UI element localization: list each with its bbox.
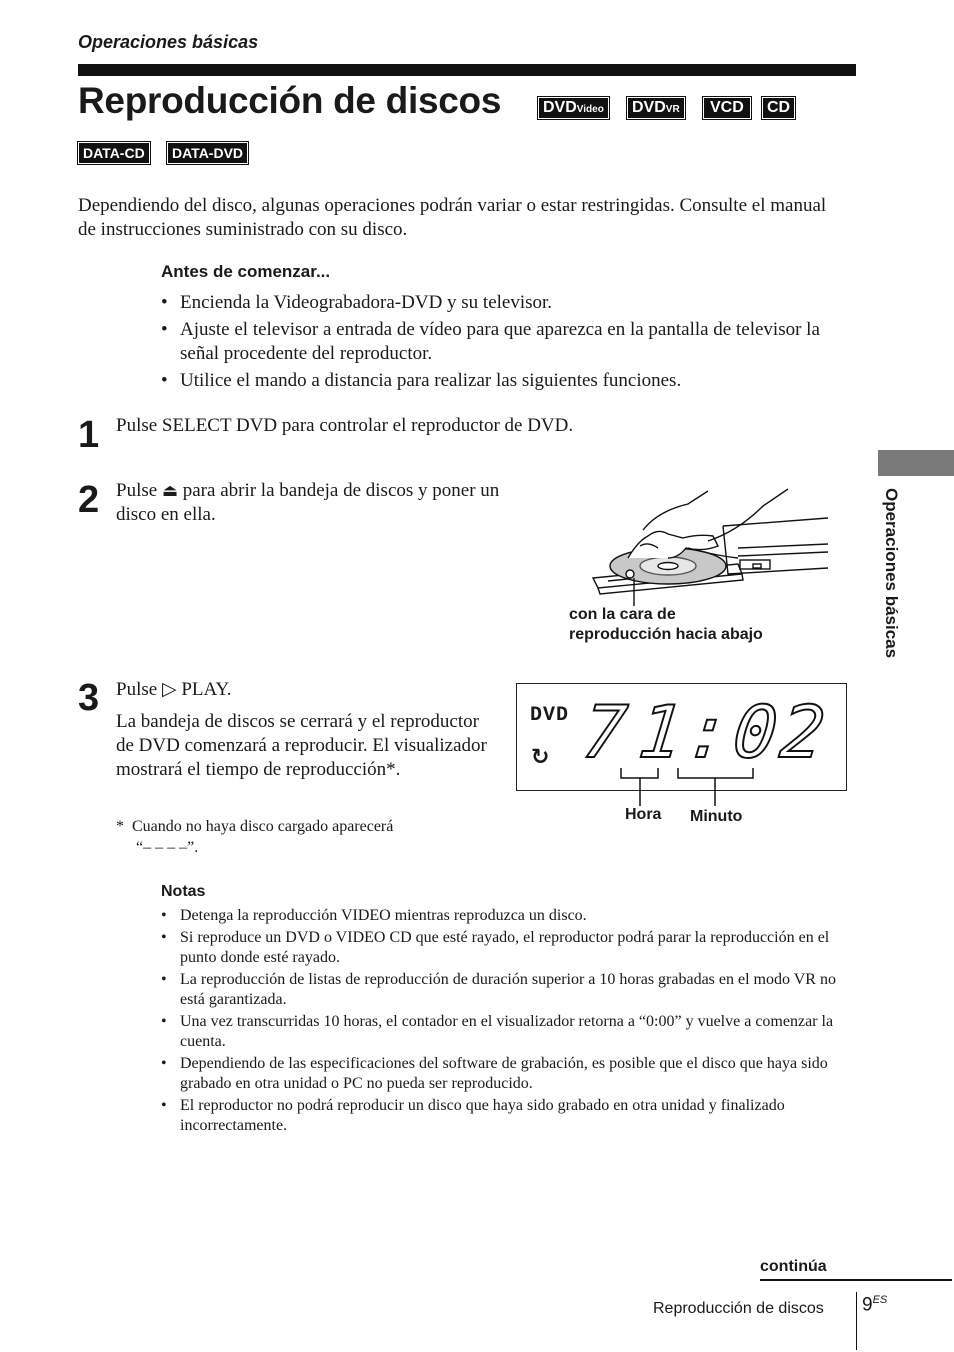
badge-dvd-video: DVDVideo bbox=[537, 96, 610, 120]
dvd-indicator: DVD bbox=[530, 704, 570, 727]
step-number-1: 1 bbox=[78, 414, 100, 456]
badge-cd: CD bbox=[761, 96, 796, 120]
step-3-text: Pulse ▷ PLAY. bbox=[116, 678, 232, 700]
display-callout-lines bbox=[618, 768, 758, 808]
badge-dvd-vr: DVDVR bbox=[626, 96, 686, 120]
notes-heading: Notas bbox=[161, 883, 206, 900]
badge-vcd: VCD bbox=[702, 96, 752, 120]
footer-rule bbox=[760, 1279, 952, 1281]
disc-tray-illustration bbox=[588, 486, 828, 612]
note-item: • El reproductor no podrá reproducir un disco que haya sido grabado en otra unidad y finalizado incorrectamente. bbox=[161, 1096, 851, 1137]
step-2-text: Pulse ⏏ para abrir la bandeja de discos y poner un disco en ella. bbox=[116, 480, 500, 525]
before-item: • Ajuste el televisor a entrada de vídeo para que aparezca en la pantalla de televisor la señal procedente del reproductor. bbox=[161, 318, 856, 366]
before-item: • Utilice el mando a distancia para realizar las siguientes funciones. bbox=[161, 369, 856, 393]
hour-label: Hora bbox=[625, 806, 662, 823]
badge-data-dvd: DATA-DVD bbox=[166, 141, 249, 165]
eject-icon: ⏏ bbox=[161, 481, 178, 501]
header-rule bbox=[78, 64, 856, 76]
note-item: • Dependiendo de las especificaciones del software de grabación, es posible que el disco que haya sido grabado en otra unidad o PC no pueda ser reproducido. bbox=[161, 1054, 851, 1095]
title-number-segment: 7 bbox=[578, 690, 631, 774]
notes-list bbox=[161, 906, 851, 1137]
footer-divider bbox=[856, 1292, 857, 1350]
before-item: • Encienda la Videograbadora-DVD y su televisor. bbox=[161, 291, 856, 315]
before-list bbox=[161, 291, 856, 393]
minute-label: Minuto bbox=[690, 808, 743, 825]
intro-paragraph: Dependiendo del disco, algunas operaciones podrán variar o estar restringidas. Consulte el manual de instrucciones suministrado con su disco. bbox=[78, 195, 827, 240]
note-item: • Una vez transcurridas 10 horas, el contador en el visualizador retorna a “0:00” y vuelve a comenzar la cuenta. bbox=[161, 1012, 851, 1053]
section-header: Operaciones básicas bbox=[78, 32, 259, 52]
page-title: Reproducción de discos bbox=[78, 80, 502, 121]
badge-data-cd: DATA-CD bbox=[77, 141, 151, 165]
play-icon: ▷ bbox=[161, 678, 177, 700]
note-item: • Si reproduce un DVD o VIDEO CD que esté rayado, el reproductor podrá parar la reproducción en el punto donde esté rayado. bbox=[161, 928, 851, 969]
time-segment-display: 1:02 bbox=[634, 690, 833, 774]
side-tab-marker bbox=[878, 450, 954, 476]
disc-rotation-icon: ↻ bbox=[531, 745, 550, 770]
step-3-footnote: * Cuando no haya disco cargado aparecerá “– – – –”. bbox=[116, 818, 394, 856]
side-tab-label: Operaciones básicas bbox=[882, 488, 901, 659]
note-item: • La reproducción de listas de reproducción de duración superior a 10 horas grabadas en el modo VR no está garantizada. bbox=[161, 970, 851, 1011]
note-item: • Detenga la reproducción VIDEO mientras reproduzca un disco. bbox=[161, 906, 851, 927]
continues-label: continúa bbox=[760, 1258, 827, 1275]
before-heading: Antes de comenzar... bbox=[161, 262, 331, 281]
page-number: $9^{ES}$ bbox=[862, 1294, 888, 1316]
tray-caption: con la cara de reproducción hacia abajo bbox=[569, 606, 763, 643]
step-1-text: Pulse SELECT DVD para controlar el reproductor de DVD. bbox=[116, 415, 574, 436]
step-number-2: 2 bbox=[78, 479, 100, 521]
running-title: Reproducción de discos bbox=[653, 1300, 824, 1317]
step-3-description: La bandeja de discos se cerrará y el reproductor de DVD comenzará a reproducir. El visualizador mostrará el tiempo de reproducción*. bbox=[116, 711, 487, 780]
step-number-3: 3 bbox=[78, 677, 100, 719]
